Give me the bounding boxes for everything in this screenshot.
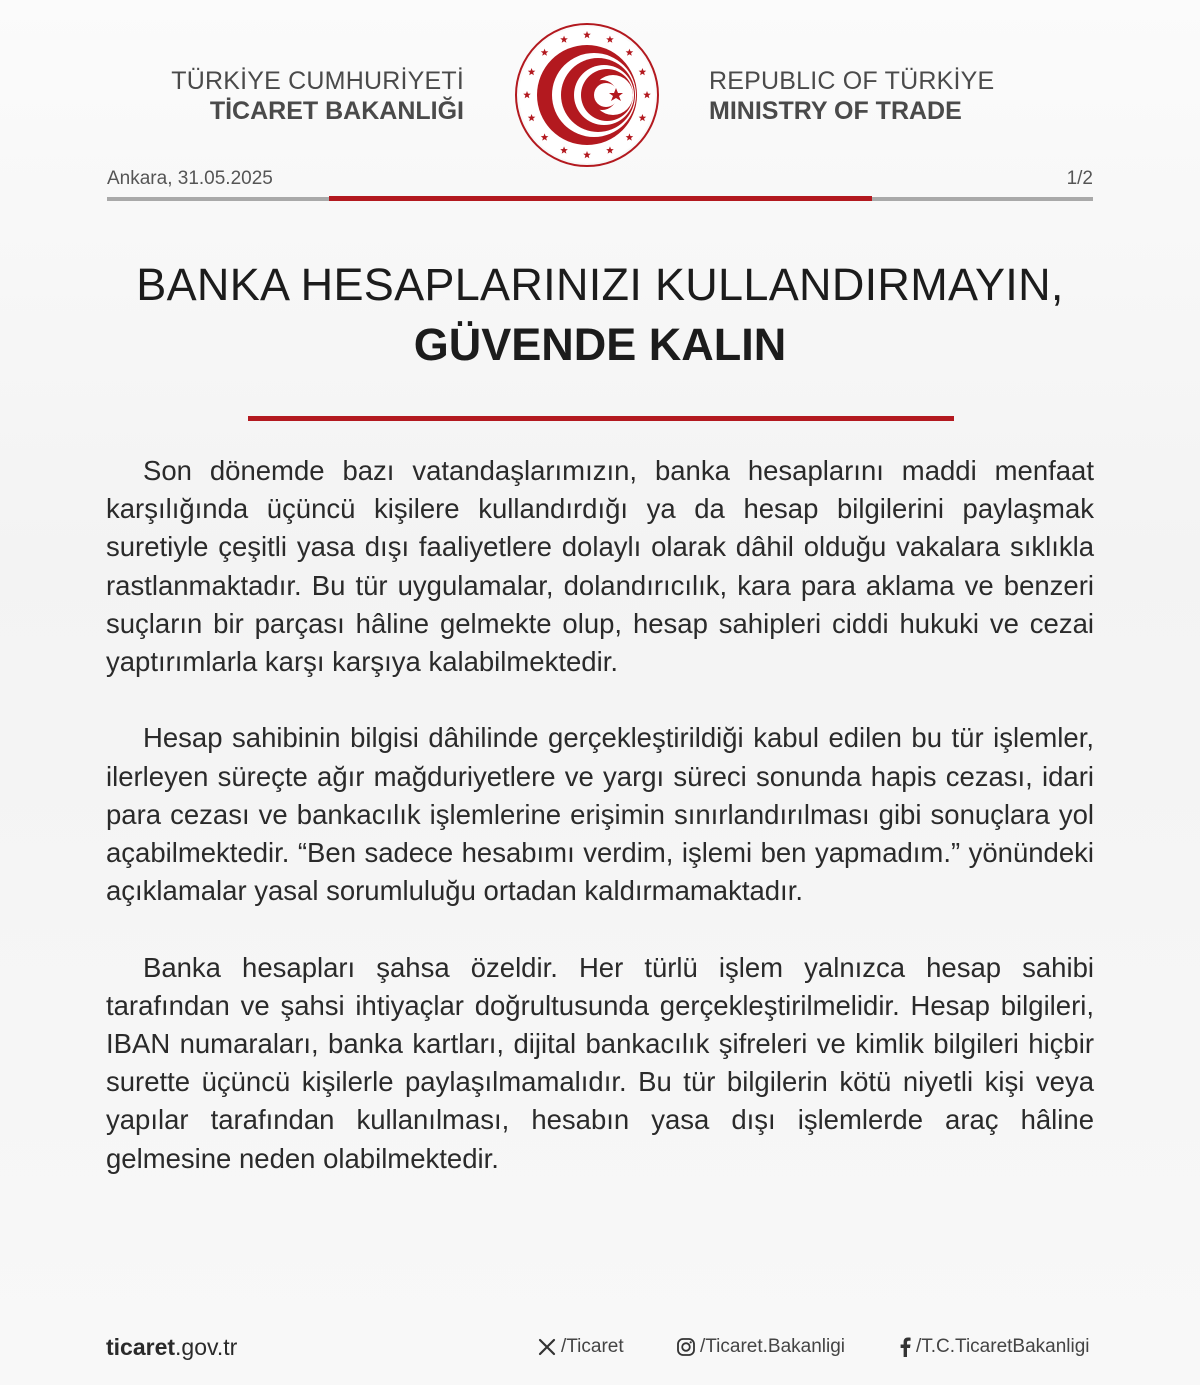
header-divider-accent [329,196,872,201]
footer [0,1330,1200,1370]
x-handle: /Ticaret [561,1336,624,1357]
website-bold: ticaret [106,1334,176,1360]
instagram-icon [676,1337,696,1357]
facebook-icon [898,1337,912,1357]
meta-row [107,168,1093,194]
header-left-line2: TİCARET BAKANLIĞI [209,97,464,125]
paragraph: Banka hesapları şahsa özeldir. Her türlü işlem yalnızca hesap sahibi tarafından ve şahsi ihtiyaçlar doğrultusunda gerçekleştirilmelidir. Hesap bilgileri, IBAN numaraları, banka kartları, dijital bankacılık şifreleri ve kimlik bilgileri hiçbir surette üçüncü kişilerle paylaşılmamalıdır. Bu tür bilgilerin kötü niyetli kişi veya yapılar tarafından kullanılması, hesabın yasa dışı işlemlerde araç hâline gelmesine neden olabilmektedir. [106,951,1094,1174]
instagram-social-link[interactable] [676,1336,845,1358]
letterhead [0,0,1200,175]
press-title [0,255,1200,375]
header-left-block [171,66,464,126]
title-line2: GÜVENDE KALIN [413,319,787,370]
paragraph: Son dönemde bazı vatandaşlarımızın, banka hesaplarını maddi menfaat karşılığında üçüncü kişilere kullandırdığı ya da hesap bilgilerini paylaşmak suretiyle çeşitli yasa dışı faaliyetlere dolaylı olarak dâhil olduğu vakalara sıklıkla rastlanmaktadır. Bu tür uygulamalar, dolandırıcılık, kara para aklama ve benzeri suçların bir parçası hâline gelmekte olup, hesap sahipleri ciddi hukuki ve cezai yaptırımlarla karşı karşıya kalabilmektedir. [106,455,1094,678]
page-number: 1/2 [1066,168,1093,189]
paragraph: Hesap sahibinin bilgisi dâhilinde gerçekleştirildiği kabul edilen bu tür işlemler, ilerleyen süreçte ağır mağduriyetlere ve yargı süreci sonunda hapis cezası, idari para cezası ve bankacılık işlemlerine erişimin sınırlandırılması gibi sonuçlara yol açabilmektedir. “Ben sadece hesabımı verdim, işlemi ben yapmadım.” yönündeki açıklamalar yasal sorumluluğu ortadan kaldırmamaktadır. [106,722,1094,907]
document-date: Ankara, 31.05.2025 [107,168,273,189]
facebook-handle: /T.C.TicaretBakanligi [916,1336,1090,1357]
x-social-link[interactable] [537,1336,624,1358]
x-logo-icon [537,1337,557,1357]
body-text [106,452,1094,1216]
header-left-line1: TÜRKİYE CUMHURİYETİ [171,67,464,95]
header-right-line1: REPUBLIC OF TÜRKİYE [709,67,995,95]
header-right-block [709,66,994,126]
website-rest: .gov.tr [175,1334,238,1360]
title-line1: BANKA HESAPLARINIZI KULLANDIRMAYIN, [136,259,1064,310]
header-right-line2: MINISTRY OF TRADE [709,97,962,125]
facebook-social-link[interactable] [898,1336,1090,1358]
website-link[interactable] [106,1334,237,1361]
title-underline [248,416,954,421]
instagram-handle: /Ticaret.Bakanligi [700,1336,846,1357]
ministry-logo-icon [514,22,660,168]
